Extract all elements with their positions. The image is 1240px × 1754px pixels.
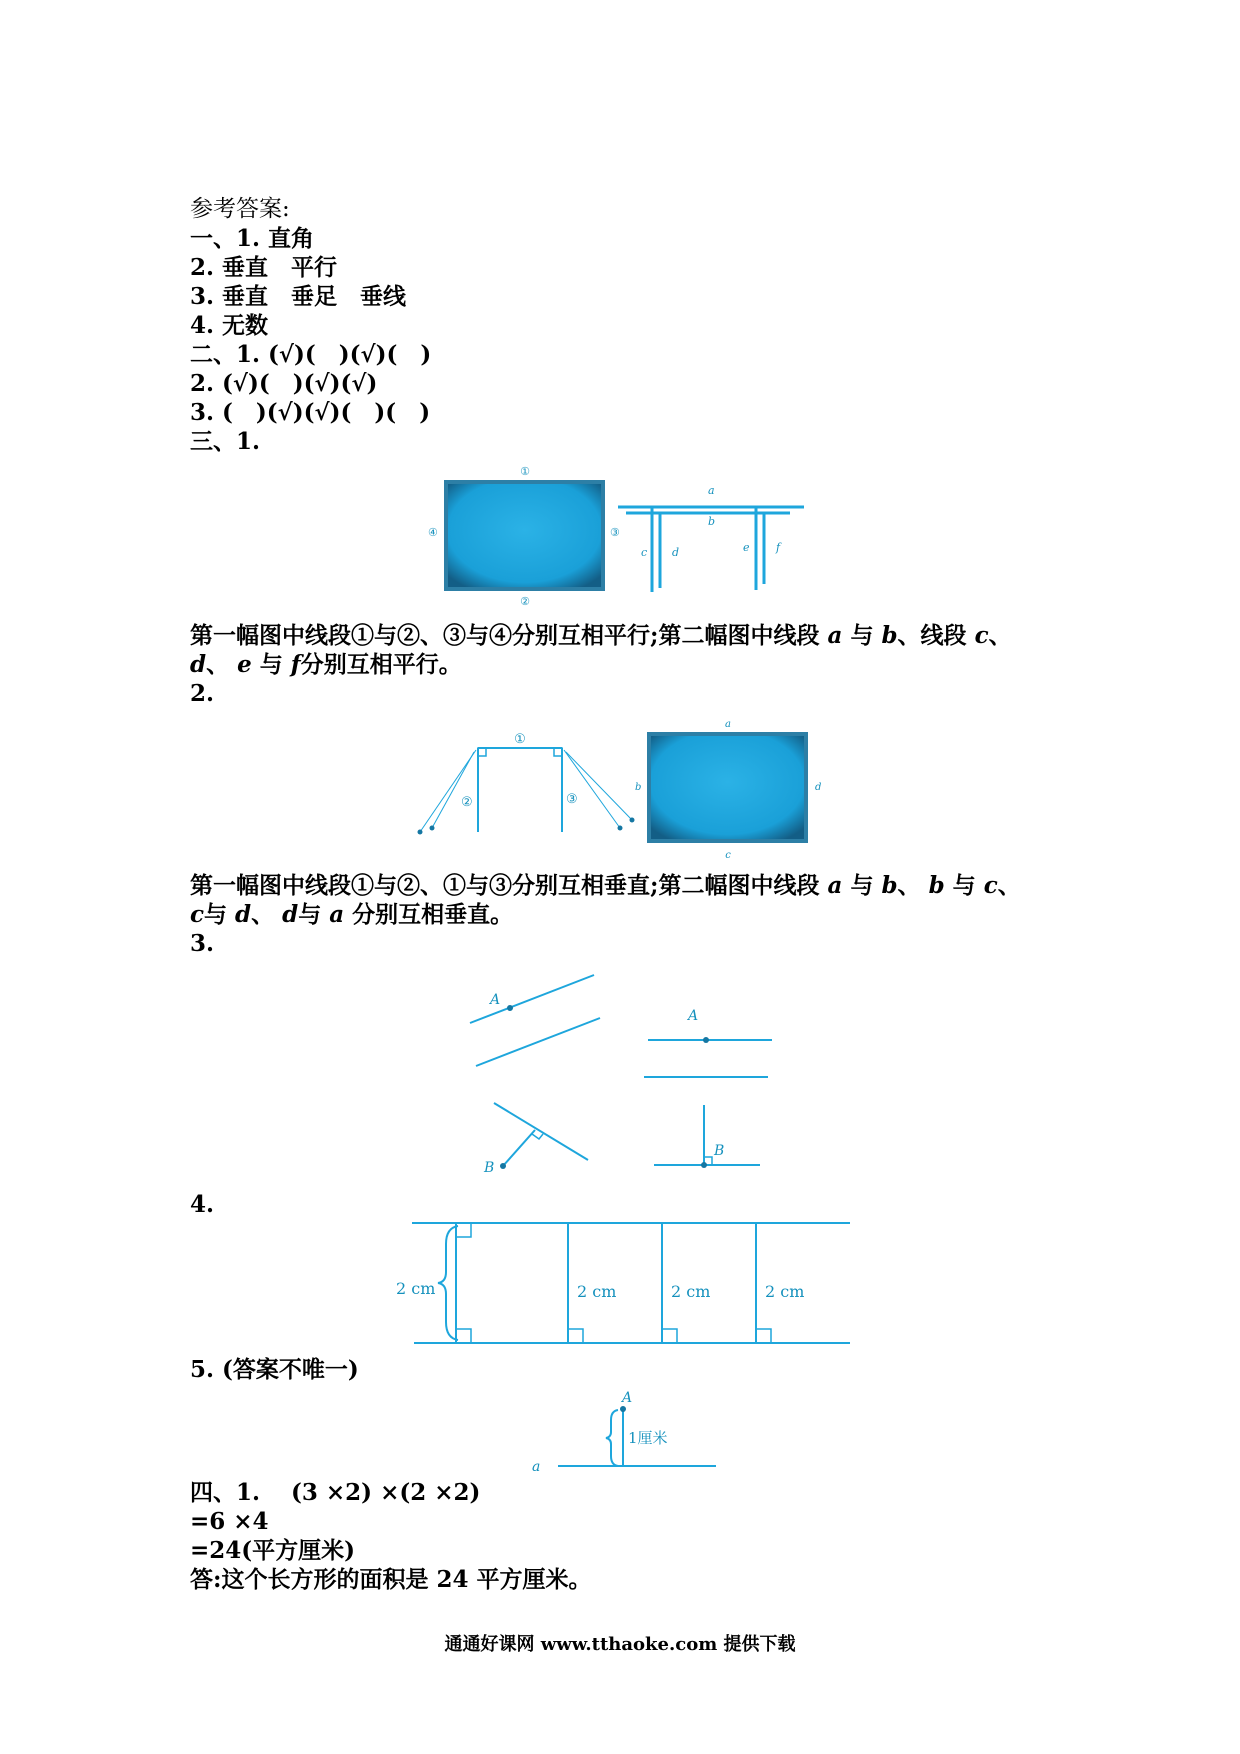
s3-line1: 三、1. [190, 428, 261, 455]
s2-line3: 3. ( )(√)(√)( )( ) [190, 399, 431, 426]
s1-line2: 2. 垂直 平行 [190, 254, 338, 281]
s1-line4: 4. 无数 [190, 312, 269, 339]
label-f-fig1: f [776, 541, 781, 554]
label-2cm-2: 2 cm [577, 1282, 617, 1301]
s1-line3: 3. 垂直 垂足 垂线 [190, 283, 407, 310]
s3-line4: 4. [190, 1191, 215, 1218]
label-2-fig1: ② [520, 595, 530, 608]
label-3-fig2: ③ [566, 792, 578, 807]
label-2cm-3: 2 cm [671, 1282, 711, 1301]
label-c-fig1: c [641, 546, 648, 559]
label-2cm-1: 2 cm [396, 1279, 436, 1298]
label-b-fig1: b [708, 515, 716, 528]
label-A-fig5: A [622, 1390, 633, 1406]
label-1cm: 1厘米 [628, 1429, 668, 1447]
s4-line1: 四、1. (3 ×2) ×(2 ×2) [190, 1479, 481, 1506]
s4-line4: 答:这个长方形的面积是 24 平方厘米。 [190, 1566, 592, 1593]
label-B-2: B [714, 1143, 725, 1159]
label-A-1: A [490, 992, 501, 1008]
s4-line2: =6 ×4 [190, 1508, 269, 1535]
label-d-fig1: d [672, 546, 680, 559]
label-a-fig1: a [708, 484, 715, 497]
label-a-fig2: a [725, 719, 731, 730]
label-3-fig1: ③ [610, 526, 620, 539]
footer: 通通好课网 www.tthaoke.com 提供下载 [444, 1634, 796, 1655]
label-B-1: B [484, 1160, 495, 1176]
label-d-fig2: d [815, 782, 822, 793]
label-1-fig2: ① [514, 732, 526, 747]
s3-line3: 3. [190, 930, 215, 957]
s2-line1: 二、1. (√)( )(√)( ) [190, 341, 432, 368]
s2-line2: 2. (√)( )(√)(√) [190, 370, 378, 397]
s1-line1: 一、1. 直角 [190, 225, 315, 252]
s3-line5: 5. (答案不唯一) [190, 1356, 359, 1383]
label-A-2: A [688, 1008, 699, 1024]
label-1-fig1: ① [520, 465, 530, 478]
label-a-fig5: a [532, 1459, 541, 1475]
label-2cm-4: 2 cm [765, 1282, 805, 1301]
s3-desc2-line1: 第一幅图中线段①与②、①与③分别互相垂直;第二幅图中线段 a 与 b、 b 与 c、 [190, 872, 1021, 899]
label-b-fig2: b [635, 782, 642, 793]
s3-desc2-line2: c与 d、 d与 a 分别互相垂直。 [190, 901, 514, 928]
label-e-fig1: e [743, 541, 750, 554]
rectangle-fig1 [446, 482, 603, 589]
s3-desc1-line2: d、 e 与 f分别互相平行。 [190, 651, 462, 678]
s4-line3: =24(平方厘米) [190, 1537, 356, 1564]
answer-heading: 参考答案: [190, 196, 290, 222]
label-4-fig1: ④ [428, 526, 438, 539]
rectangle-fig2 [649, 734, 806, 841]
s3-line2: 2. [190, 680, 215, 707]
s3-desc1-line1: 第一幅图中线段①与②、③与④分别互相平行;第二幅图中线段 a 与 b、线段 c、 [190, 622, 1012, 649]
label-2-fig2: ② [461, 795, 473, 810]
label-c-fig2: c [725, 850, 731, 861]
